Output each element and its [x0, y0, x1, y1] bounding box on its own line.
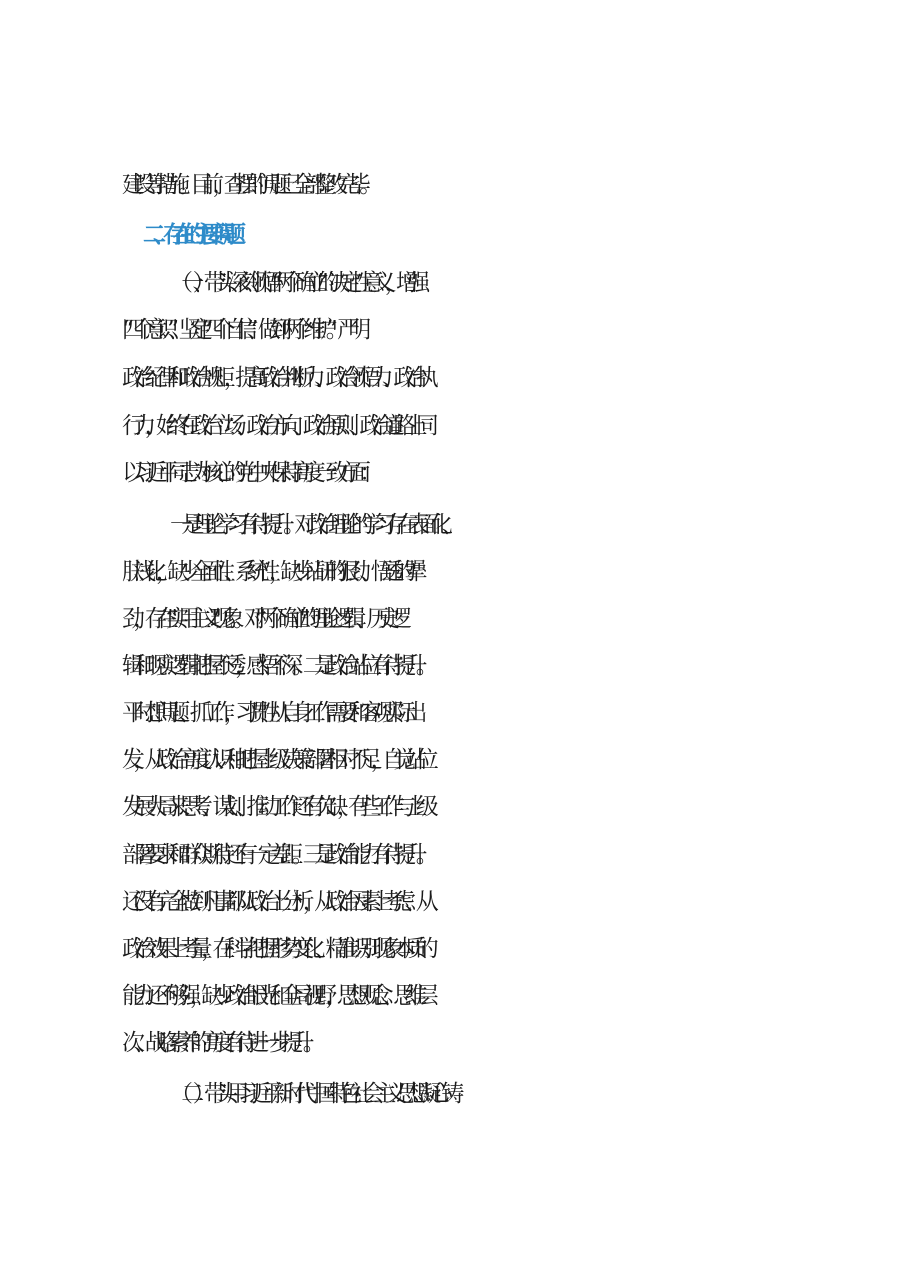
text-line: “四个意识”、坚定“四个自信”、做到“两个维护”。严明	[122, 317, 360, 343]
text-line: 政治纪律和政治规矩，提高政治判断力、政治领悟力、政治执	[122, 365, 428, 391]
subsection-heading-1: （一）、带头深刻领悟“两个确立”的决定性意义，增强	[170, 270, 419, 296]
text-line: 行力，始终在政治立场、政治方向、政治原则、政治道路上同	[122, 413, 428, 439]
text-line: 次、战略素养的高度有待进一步提升。	[122, 1030, 315, 1056]
text-line: 政治效果上考量，在科学把握形势变化、精准识别现象本质的	[122, 936, 428, 962]
text-line: 能力还不够强，缺少政治眼光和全局视野，思想观念、思维层	[122, 983, 428, 1009]
text-line: 还没有完全做到凡事都从政治上分析，从政治因素上考虑、从	[122, 889, 428, 915]
text-line: 平时想问题、抓工作，习惯性从自身工作需要和客观实际出	[122, 700, 416, 726]
section-heading: 二、存在的主要问题	[143, 221, 233, 248]
text-line: 发，从政治高度认识和把握上级决策部署相对不足，自觉站位	[122, 747, 428, 773]
text-line-continuation: 建设等措施。目前，查摆的问题已全部整改完毕。	[122, 172, 371, 198]
text-line: 部署要求和群众期待还有一定差距。三是政治能力有待提升。	[122, 842, 428, 868]
paragraph-start: 一是理论学习有待提升。对政治理论的学习存在表面化、	[170, 512, 453, 538]
text-line: 辑和现实逻辑把握不透，感悟不深。二是政治站位有待提升。	[122, 653, 428, 679]
subsection-heading-2: （二）带头用习近平新时代中国特色社会主义思想凝心铸	[170, 1081, 453, 1107]
text-line: 劲，存在"实用主义"现象。对"两个确立"的理论逻辑、历史逻	[122, 606, 401, 632]
text-line: 肤浅化，缺少全面性、系统性，缺少钻研的狠劲、悟透的犟	[122, 559, 416, 585]
text-line: 以习近平同志为核心的党中央保持高度一致方面：	[122, 460, 371, 486]
text-line: 发展大局来思考、谋划、推动工作还有欠缺，有些工作与上级	[122, 794, 428, 820]
